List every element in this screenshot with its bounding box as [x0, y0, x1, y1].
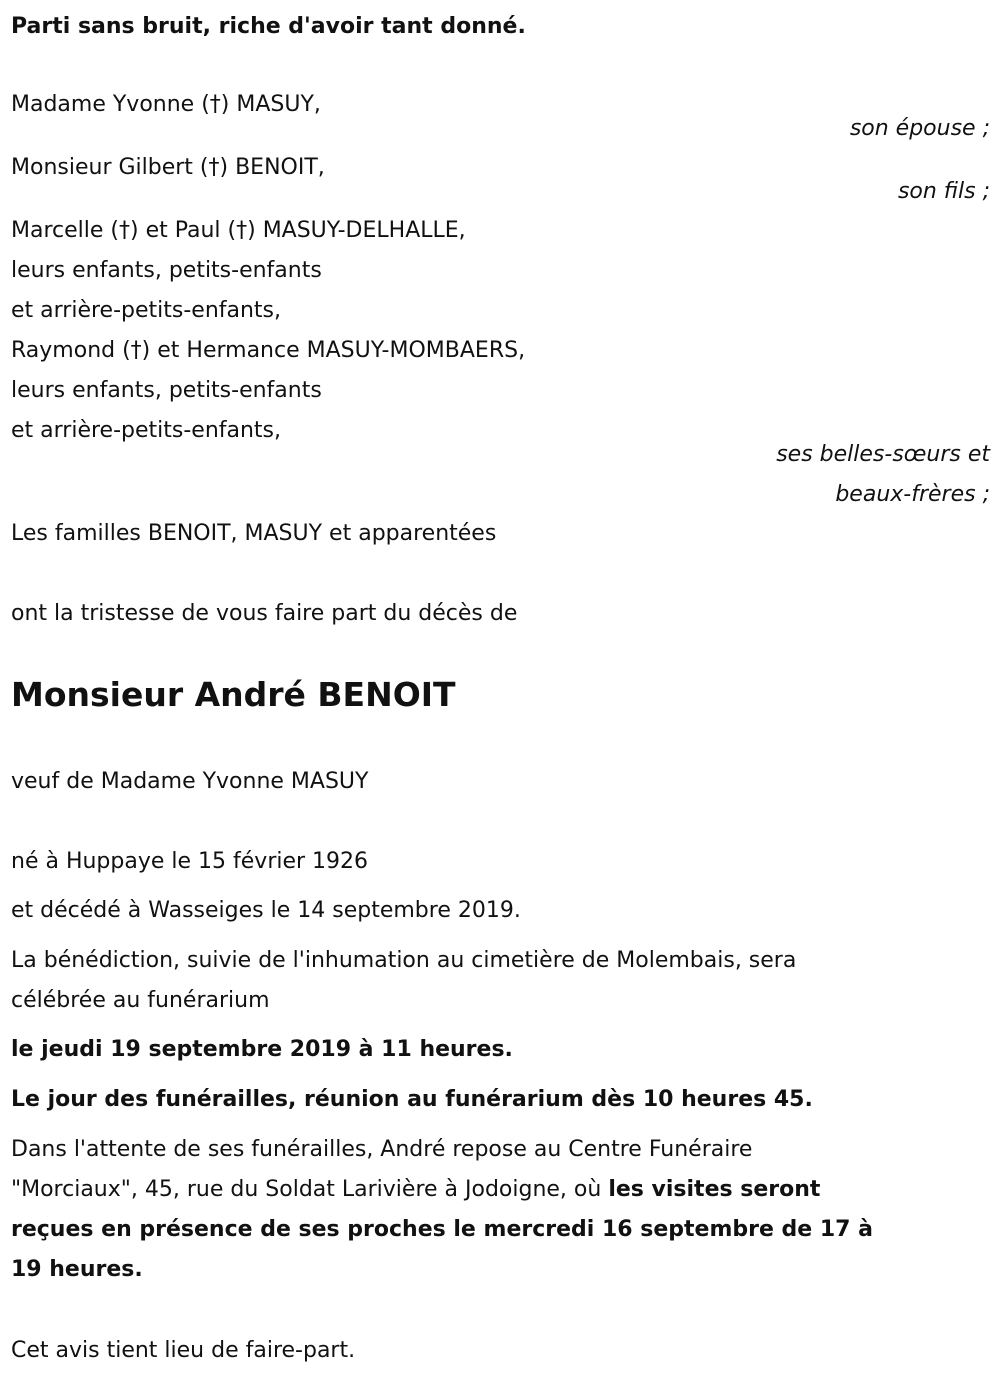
relation-label: son épouse ;: [849, 116, 990, 141]
visit-emphasis: les visites seront: [608, 1177, 821, 1202]
visit-address: "Morciaux", 45, rue du Soldat Larivière à Jodoigne, où: [11, 1177, 609, 1202]
family-line: leurs enfants, petits-enfants: [11, 258, 322, 283]
announcement: ont la tristesse de vous faire part du décès de: [11, 601, 518, 626]
relation-label: son fils ;: [897, 179, 990, 204]
family-line: et arrière-petits-enfants,: [11, 418, 282, 443]
ceremony-text: La bénédiction, suivie de l'inhumation au cimetière de Molembais, sera: [11, 948, 797, 973]
relation-label: beaux-frères ;: [835, 482, 990, 507]
family-line: et arrière-petits-enfants,: [11, 298, 282, 323]
ceremony-text: célébrée au funérarium: [11, 988, 270, 1013]
birth-line: né à Huppaye le 15 février 1926: [11, 849, 369, 874]
family-line: Les familles BENOIT, MASUY et apparentées: [11, 521, 497, 546]
closing-note: Cet avis tient lieu de faire-part.: [11, 1338, 356, 1363]
death-line: et décédé à Wasseiges le 14 septembre 2019.: [11, 898, 521, 923]
deceased-name: Monsieur André BENOIT: [11, 675, 456, 714]
ceremony-date: le jeudi 19 septembre 2019 à 11 heures.: [11, 1037, 513, 1062]
visit-emphasis: 19 heures.: [11, 1257, 143, 1282]
relation-label: ses belles-sœurs et: [776, 442, 990, 467]
visit-text: Dans l'attente de ses funérailles, André repose au Centre Funéraire: [11, 1137, 753, 1162]
visit-text: [11, 1176, 820, 1204]
family-line: Marcelle (†) et Paul (†) MASUY-DELHALLE,: [11, 218, 466, 243]
family-line: Madame Yvonne (†) MASUY,: [11, 92, 321, 117]
visit-emphasis: reçues en présence de ses proches le mercredi 16 septembre de 17 à: [11, 1217, 873, 1242]
widower-line: veuf de Madame Yvonne MASUY: [11, 769, 369, 794]
meeting-info: Le jour des funérailles, réunion au funérarium dès 10 heures 45.: [11, 1087, 813, 1112]
motto: Parti sans bruit, riche d'avoir tant donné.: [11, 14, 526, 39]
family-line: Raymond (†) et Hermance MASUY-MOMBAERS,: [11, 338, 526, 363]
family-line: Monsieur Gilbert (†) BENOIT,: [11, 155, 325, 180]
family-line: leurs enfants, petits-enfants: [11, 378, 322, 403]
